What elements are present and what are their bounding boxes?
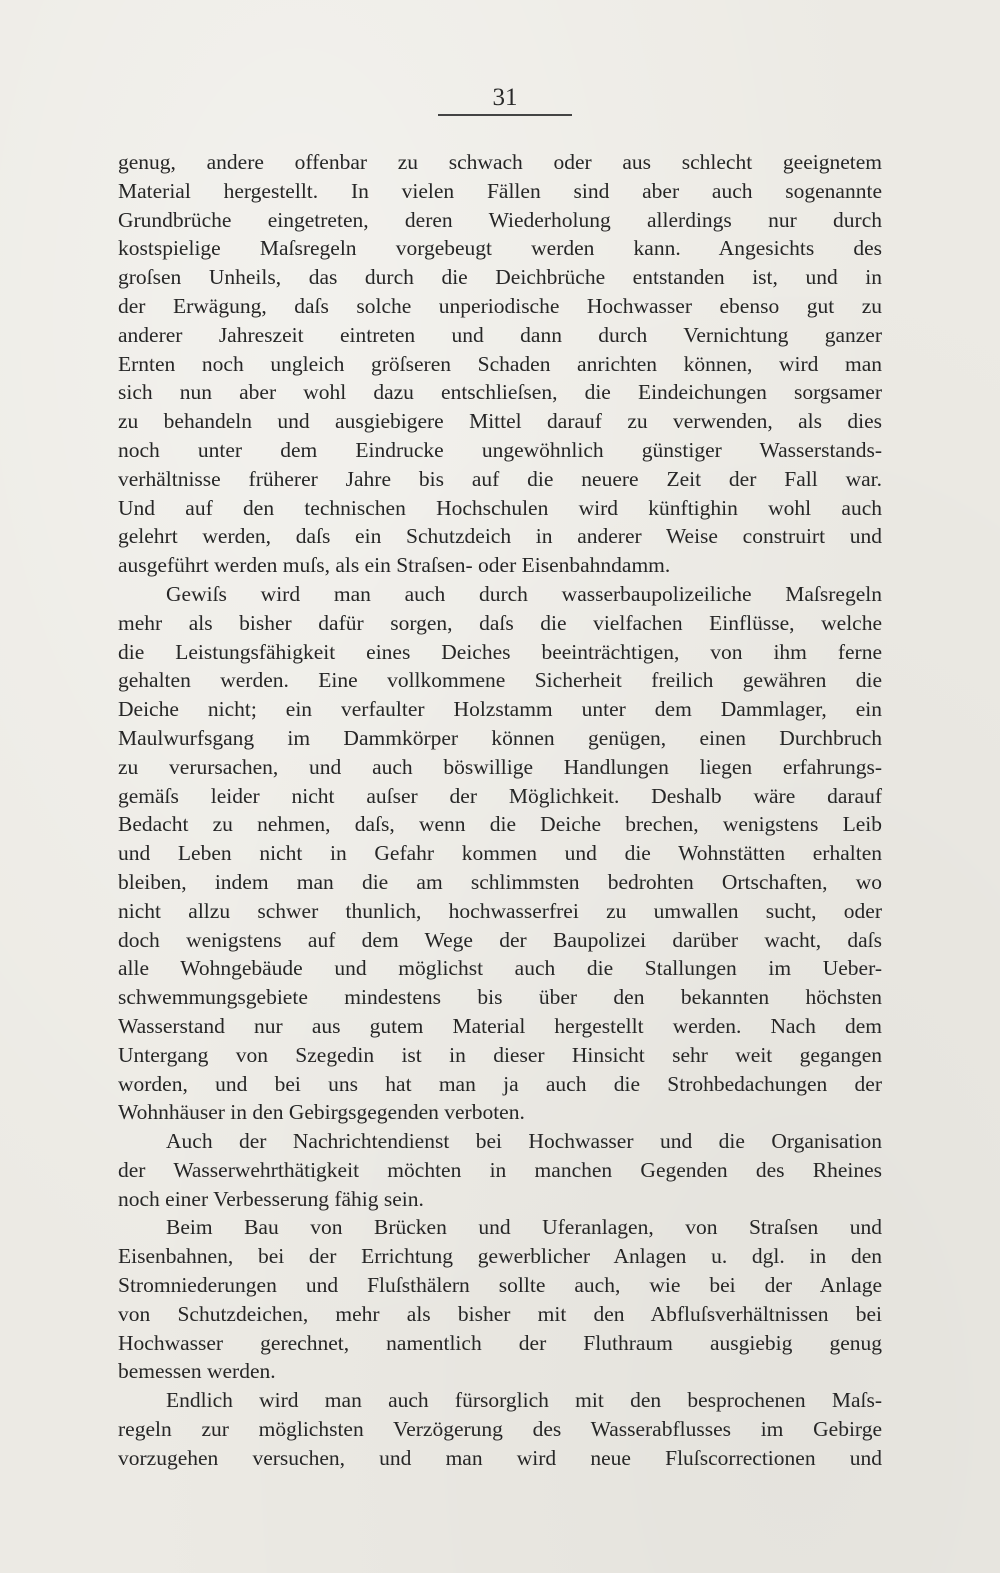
text-line: ausgeführt werden muſs, als ein Straſsen- oder Eisenbahndamm. bbox=[118, 553, 671, 578]
text-line: Beim Bau von Brücken und Uferanlagen, von Straſsen und bbox=[166, 1215, 882, 1240]
text-line: genug, andere offenbar zu schwach oder aus schlecht geeignetem bbox=[118, 150, 882, 174]
text-line: noch unter dem Eindrucke ungewöhnlich günstiger Wasserstands- bbox=[118, 437, 882, 462]
text-line: Gewiſs wird man auch durch wasserbaupolizeiliche Maſsregeln bbox=[166, 581, 882, 606]
text-line: bleiben, indem man die am schlimmsten bedrohten Ortschaften, wo bbox=[118, 869, 882, 894]
text-line: gehalten werden. Eine vollkommene Sicherheit freilich gewähren die bbox=[118, 668, 882, 693]
text-line: Material hergestellt. In vielen Fällen sind aber auch sogenannte bbox=[118, 178, 882, 203]
body-text bbox=[118, 148, 882, 1473]
text-line: und Leben nicht in Gefahr kommen und die Wohnstätten erhalten bbox=[118, 841, 882, 866]
text-line: die Leistungsfähigkeit eines Deiches beeinträchtigen, von ihm ferne bbox=[118, 639, 882, 664]
text-line: zu behandeln und ausgiebigere Mittel darauf zu verwenden, als dies bbox=[118, 409, 882, 434]
text-line: Grundbrüche eingetreten, deren Wiederholung allerdings nur durch bbox=[118, 207, 882, 232]
text-line: zu verursachen, und auch böswillige Handlungen liegen erfahrungs- bbox=[118, 754, 882, 779]
text-line: Stromniederungen und Fluſsthälern sollte auch, wie bei der Anlage bbox=[118, 1273, 882, 1298]
text-line: Hochwasser gerechnet, namentlich der Fluthraum ausgiebig genug bbox=[118, 1330, 882, 1355]
text-line: Ernten noch ungleich gröſseren Schaden anrichten können, wird man bbox=[118, 351, 882, 376]
text-line: gemäſs leider nicht auſser der Möglichkeit. Deshalb wäre darauf bbox=[118, 783, 882, 808]
text-line: groſsen Unheils, das durch die Deichbrüche entstanden ist, und in bbox=[118, 265, 882, 290]
text-line: nicht allzu schwer thunlich, hochwasserfrei zu umwallen sucht, oder bbox=[118, 898, 882, 923]
page-header bbox=[438, 84, 572, 116]
text-line: Wohnhäuser in den Gebirgsgegenden verboten. bbox=[118, 1100, 525, 1125]
text-line: der Erwägung, daſs solche unperiodische Hochwasser ebenso gut zu bbox=[118, 293, 882, 318]
text-line: Wasserstand nur aus gutem Material hergestellt werden. Nach dem bbox=[118, 1013, 882, 1038]
text-line: worden, und bei uns hat man ja auch die Strohbedachungen der bbox=[118, 1071, 882, 1096]
text-line: Auch der Nachrichtendienst bei Hochwasser und die Organisation bbox=[166, 1129, 882, 1154]
text-line: vorzugehen versuchen, und man wird neue Fluſscorrectionen und bbox=[118, 1445, 882, 1470]
text-line: alle Wohngebäude und möglichst auch die Stallungen im Ueber- bbox=[118, 956, 882, 981]
text-line: doch wenigstens auf dem Wege der Baupolizei darüber wacht, daſs bbox=[118, 927, 882, 952]
text-line: Deiche nicht; ein verfaulter Holzstamm unter dem Dammlager, ein bbox=[118, 697, 882, 722]
text-line: regeln zur möglichsten Verzögerung des Wasserabflusses im Gebirge bbox=[118, 1417, 882, 1442]
text-line: bemessen werden. bbox=[118, 1359, 276, 1384]
text-line: von Schutzdeichen, mehr als bisher mit den Abfluſsverhältnissen bei bbox=[118, 1301, 882, 1326]
text-line: anderer Jahreszeit eintreten und dann durch Vernichtung ganzer bbox=[118, 322, 882, 347]
text-line: kostspielige Maſsregeln vorgebeugt werden kann. Angesichts des bbox=[118, 236, 882, 261]
text-line: noch einer Verbesserung fähig sein. bbox=[118, 1186, 424, 1211]
text-line: der Wasserwehrthätigkeit möchten in manchen Gegenden des Rheines bbox=[118, 1157, 882, 1182]
text-line: Und auf den technischen Hochschulen wird künftighin wohl auch bbox=[118, 495, 882, 520]
text-line: sich nun aber wohl dazu entschlieſsen, die Eindeichungen sorgsamer bbox=[118, 380, 882, 405]
text-line: gelehrt werden, daſs ein Schutzdeich in anderer Weise construirt und bbox=[118, 524, 882, 549]
text-line: Bedacht zu nehmen, daſs, wenn die Deiche brechen, wenigstens Leib bbox=[118, 812, 882, 837]
text-line: verhältnisse früherer Jahre bis auf die neuere Zeit der Fall war. bbox=[118, 466, 882, 491]
page-number: 31 bbox=[492, 84, 518, 111]
text-line: Endlich wird man auch fürsorglich mit den besprochenen Maſs- bbox=[166, 1388, 882, 1413]
page-number-rule bbox=[438, 114, 572, 116]
text-line: Untergang von Szegedin ist in dieser Hinsicht sehr weit gegangen bbox=[118, 1042, 882, 1067]
text-line: Eisenbahnen, bei der Errichtung gewerblicher Anlagen u. dgl. in den bbox=[118, 1244, 882, 1269]
text-line: schwemmungsgebiete mindestens bis über den bekannten höchsten bbox=[118, 985, 882, 1010]
text-line: Maulwurfsgang im Dammkörper können genügen, einen Durchbruch bbox=[118, 725, 882, 750]
text-line: mehr als bisher dafür sorgen, daſs die vielfachen Einflüsse, welche bbox=[118, 610, 882, 635]
